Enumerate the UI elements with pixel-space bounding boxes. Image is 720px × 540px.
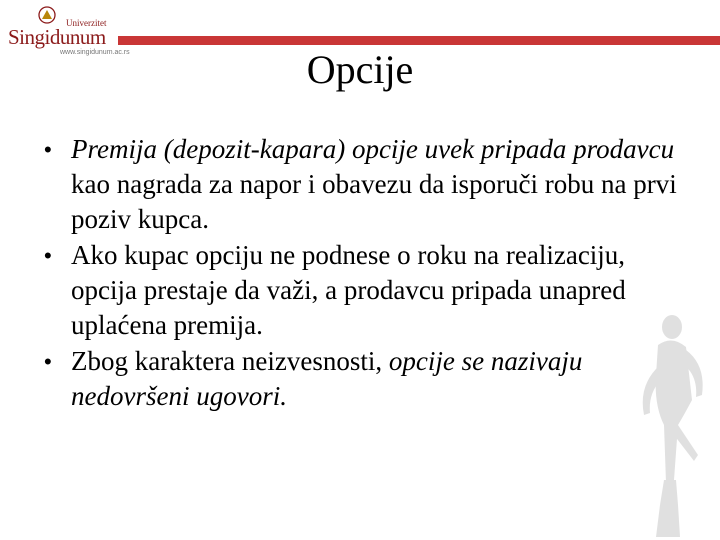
bullet-1-normal: kao nagrada za napor i obavezu da isporuči robu na prvi poziv kupca.	[71, 169, 677, 234]
logo-url: www.singidunum.ac.rs	[60, 49, 130, 56]
bullet-item-3	[44, 344, 694, 414]
emblem-icon	[38, 6, 56, 26]
bullet-3-normal: Zbog karaktera neizvesnosti,	[71, 346, 389, 376]
bullet-1-italic: Premija (depozit-kapara) opcije uvek pripada prodavcu	[71, 134, 675, 164]
bullet-3-italic: opcije se nazivaju nedovršeni ugovori.	[71, 346, 583, 411]
header-accent-bar	[118, 36, 720, 45]
bullet-icon: •	[44, 349, 52, 374]
logo-name: Singidunum	[8, 25, 106, 49]
bullet-2-text: Ako kupac opciju ne podnese o roku na realizaciju, opcija prestaje da važi, a prodavcu pripada unapred uplaćena premija.	[71, 240, 626, 340]
bullet-item-1	[44, 132, 694, 237]
bullet-list	[44, 132, 694, 414]
logo-univerzitet: Univerzitet	[66, 18, 107, 28]
slide-content	[44, 132, 694, 415]
bullet-icon: •	[44, 243, 52, 268]
bullet-icon: •	[44, 137, 52, 162]
slide-title: Opcije	[306, 47, 414, 92]
bullet-item-2	[44, 238, 694, 343]
